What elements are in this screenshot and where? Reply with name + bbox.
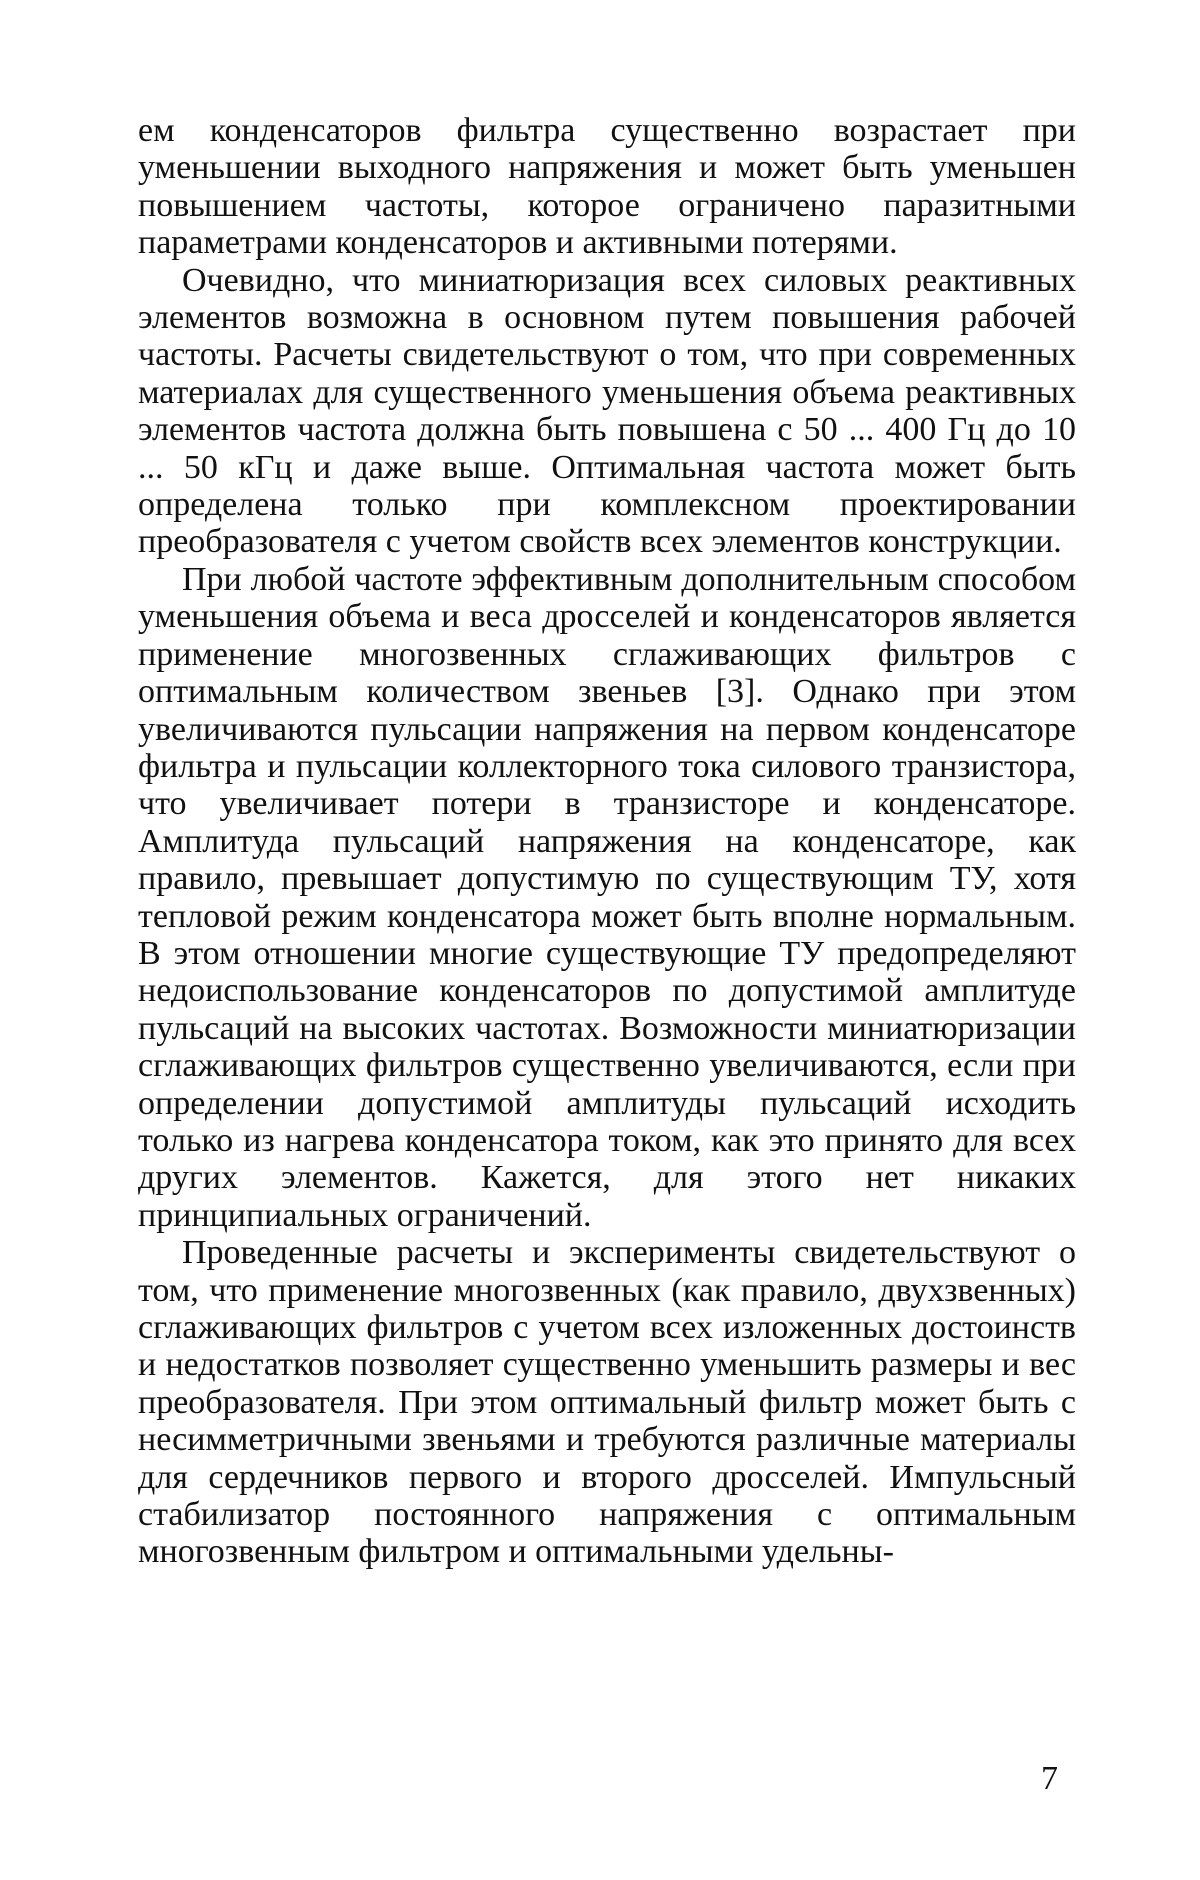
paragraph-2: Очевидно, что миниатюризация всех силовых реактивных элементов возможна в основном путем повышения рабочей частоты. Расчеты свидетельствуют о том, что при современных материалах для существенного уменьшения объема реактивных элементов частота должна быть повышена с 50 ... 400 Гц до 10 ... 50 кГц и даже выше. Оптимальная частота может быть определена только при комплексном проектировании преобразователя с учетом свойств всех элементов конструкции. [138, 261, 1076, 561]
body-text [138, 112, 1076, 1571]
paragraph-3: При любой частоте эффективным дополнительным способом уменьшения объема и веса дросселей и конденсаторов является применение многозвенных сглаживающих фильтров с оптимальным количеством звеньев [3]. Однако при этом увеличиваются пульсации напряжения на первом конденсаторе фильтра и пульсации коллекторного тока силового транзистора, что увеличивает потери в транзисторе и конденсаторе. Амплитуда пульсаций напряжения на конденсаторе, как правило, превышает допустимую по существующим ТУ, хотя тепловой режим конденсатора может быть вполне нормальным. В этом отношении многие существующие ТУ предопределяют недоиспользование конденсаторов по допустимой амплитуде пульсаций на высоких частотах. Возможности миниатюризации сглаживающих фильтров существенно увеличиваются, если при определении допустимой амплитуды пульсаций исходить только из нагрева конденсатора током, как это принято для всех других элементов. Кажется, для этого нет никаких принципиальных ограничений. [138, 560, 1076, 1234]
paragraph-4: Проведенные расчеты и эксперименты свидетельствуют о том, что применение многозвенных (как правило, двухзвенных) сглаживающих фильтров с учетом всех изложенных достоинств и недостатков позволяет существенно уменьшить размеры и вес преобразователя. При этом оптимальный фильтр может быть с несимметричными звеньями и требуются различные материалы для сердечников первого и второго дросселей. Импульсный стабилизатор постоянного напряжения с оптимальным многозвенным фильтром и оптимальными удельны- [138, 1234, 1076, 1571]
page-number: 7 [1041, 1760, 1058, 1797]
paragraph-1: ем конденсаторов фильтра существенно возрастает при уменьшении выходного напряжения и может быть уменьшен повышением частоты, которое ограничено паразитными параметрами конденсаторов и активными потерями. [138, 112, 1076, 262]
